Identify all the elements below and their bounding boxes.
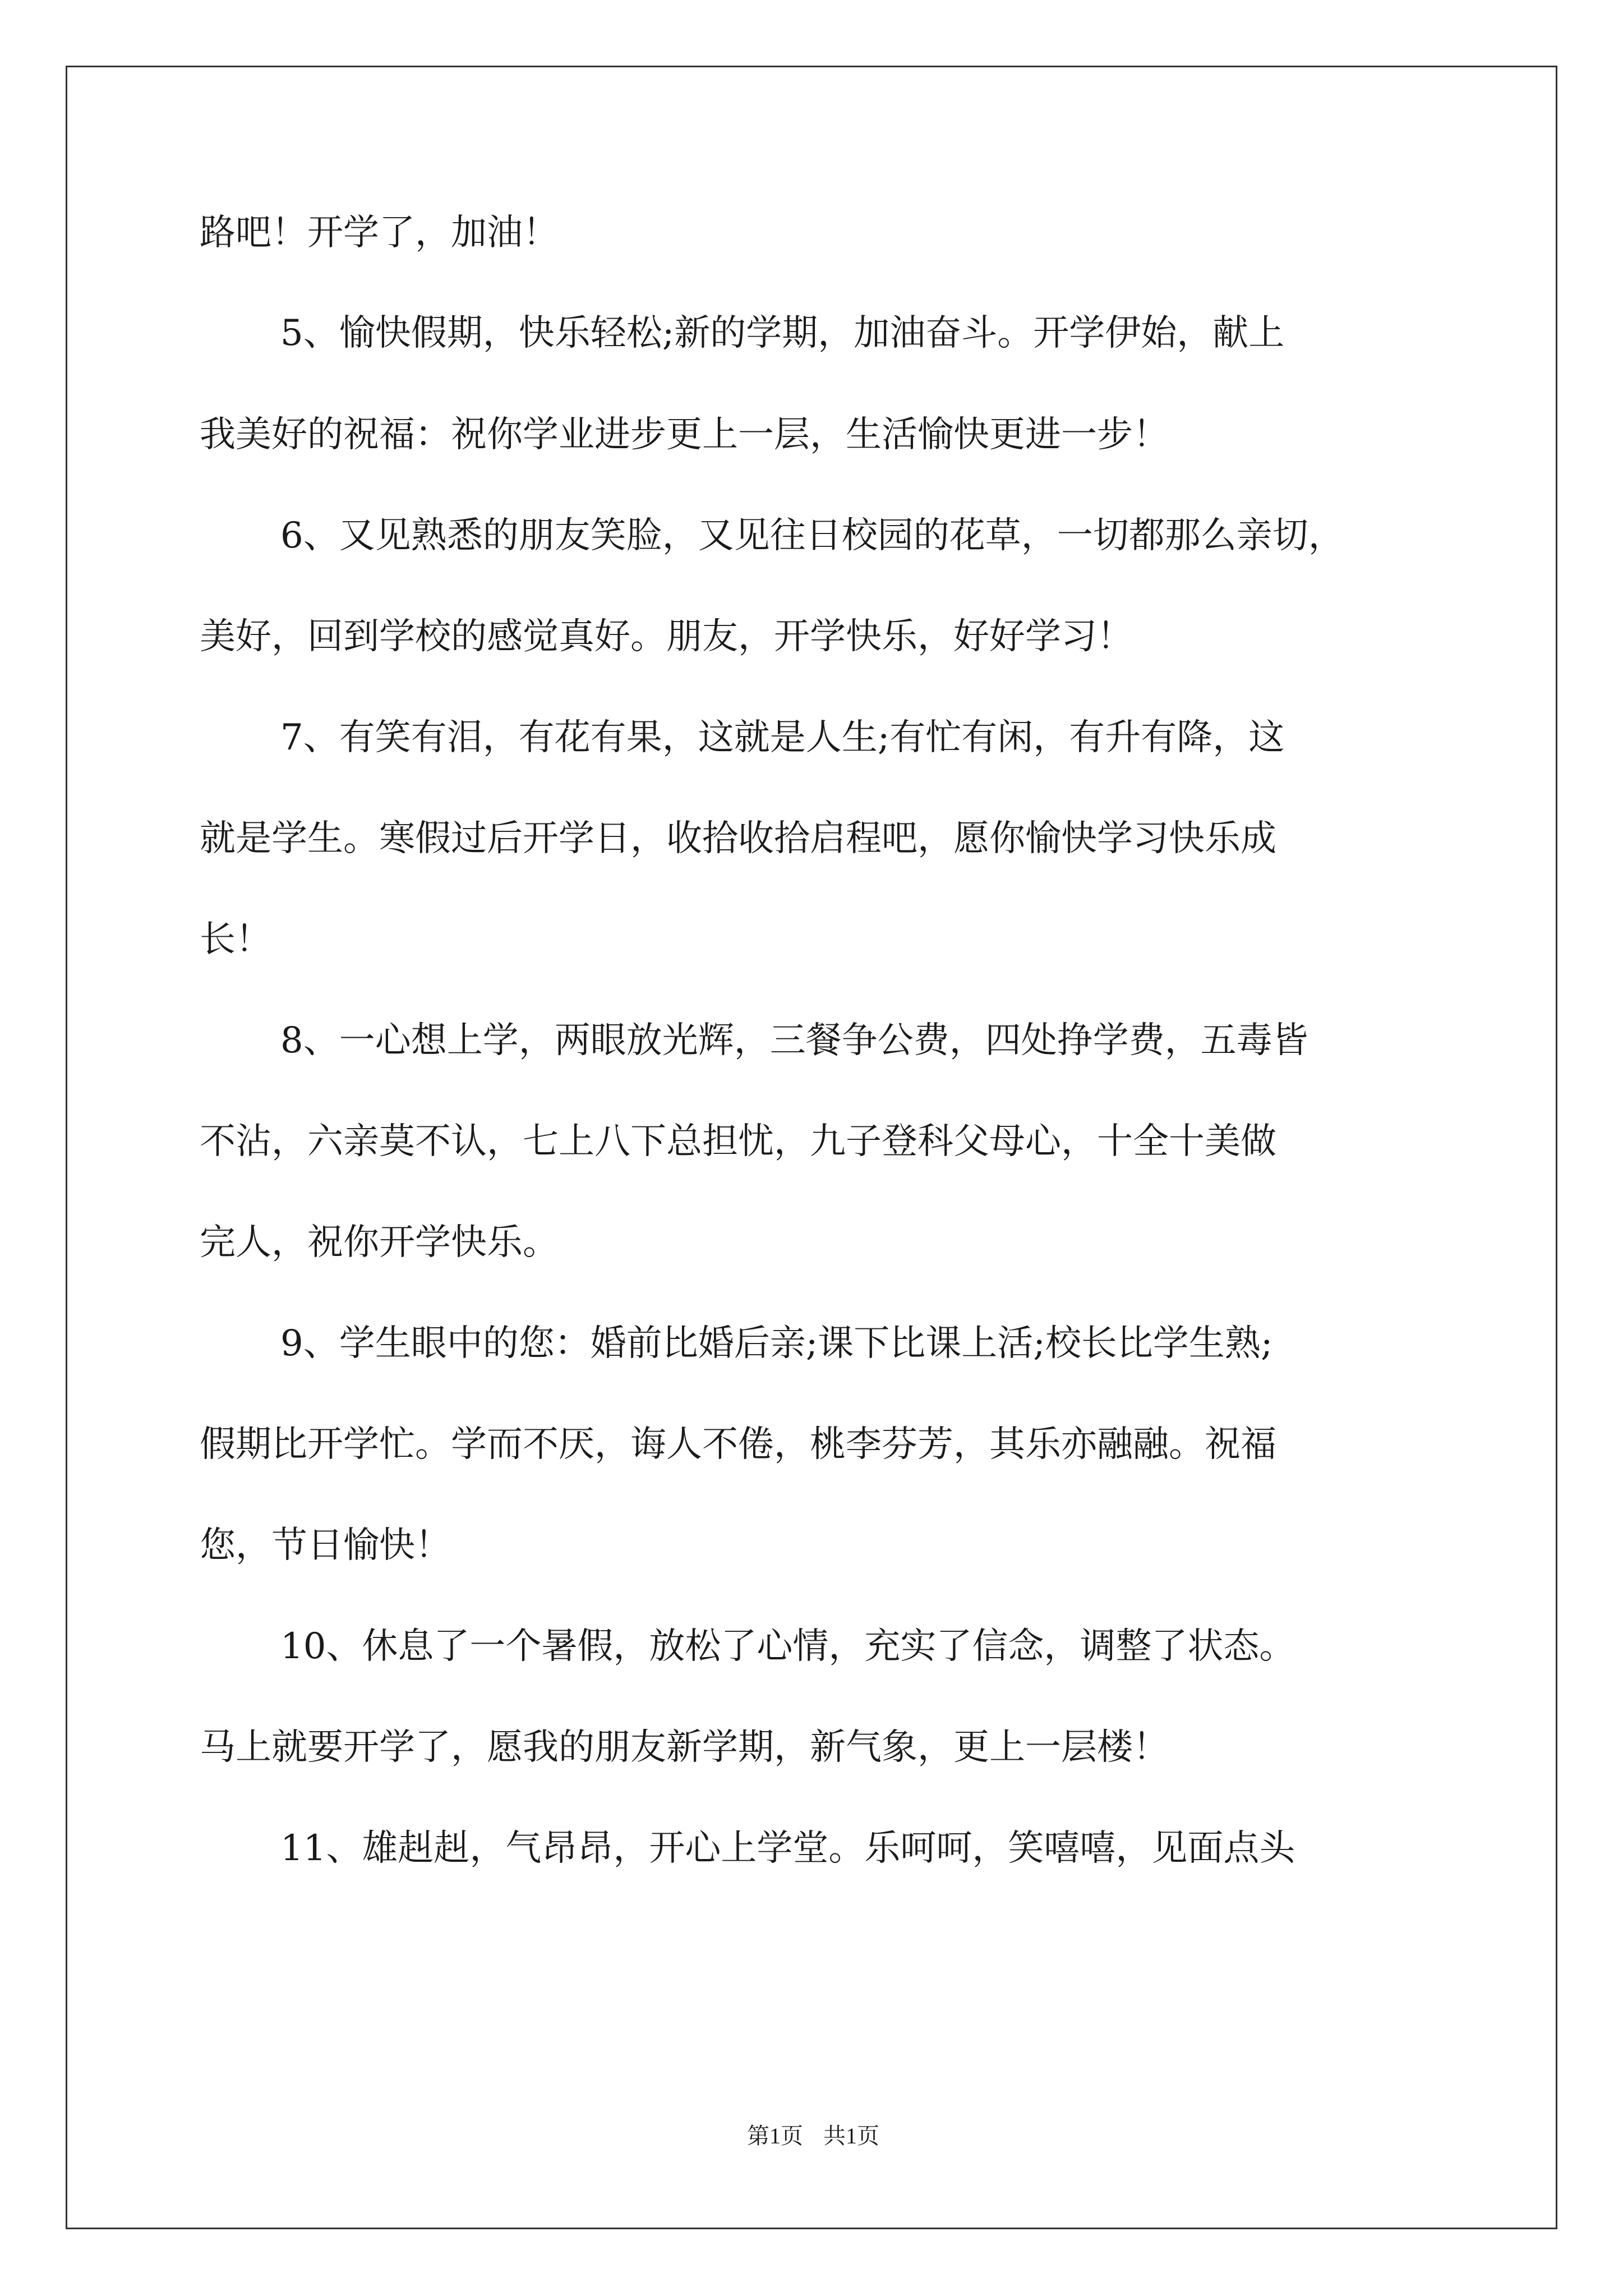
text-line-16: 马上就要开学了，愿我的朋友新学期，新气象，更上一层楼！ xyxy=(200,1727,1169,1768)
page-footer xyxy=(729,2119,897,2153)
text-line-13: 假期比开学忙。学而不厌，诲人不倦，桃李芬芳，其乐亦融融。祝福 xyxy=(200,1424,1276,1465)
text-line-7: 就是学生。寒假过后开学日，收拾收拾启程吧，愿你愉快学习快乐成 xyxy=(200,818,1276,859)
text-line-12: 9、学生眼中的您：婚前比婚后亲;课下比课上活;校长比学生熟; xyxy=(280,1323,1273,1364)
text-line-2: 5、愉快假期，快乐轻松;新的学期，加油奋斗。开学伊始，献上 xyxy=(280,312,1285,354)
text-line-17: 11、雄赳赳，气昂昂，开心上学堂。乐呵呵，笑嘻嘻，见面点头 xyxy=(280,1828,1295,1869)
text-line-8: 长！ xyxy=(200,919,271,960)
page-total-label: 共1页 xyxy=(823,2123,879,2148)
page-current-label: 第1页 xyxy=(747,2123,803,2148)
text-line-4: 6、又见熟悉的朋友笑脸，又见往日校园的花草，一切都那么亲切， xyxy=(280,515,1344,556)
text-line-11: 完人，祝你开学快乐。 xyxy=(200,1222,559,1263)
text-line-14: 您，节日愉快！ xyxy=(200,1525,451,1566)
text-line-15: 10、休息了一个暑假，放松了心情，充实了信念，调整了状态。 xyxy=(280,1626,1295,1667)
text-line-10: 不沾，六亲莫不认，七上八下总担忧，九子登科父母心，十全十美做 xyxy=(200,1121,1276,1162)
text-line-5: 美好，回到学校的感觉真好。朋友，开学快乐，好好学习！ xyxy=(200,616,1133,657)
text-line-1: 路吧！开学了，加油！ xyxy=(200,212,559,254)
text-line-9: 8、一心想上学，两眼放光辉，三餐争公费，四处挣学费，五毒皆 xyxy=(280,1020,1308,1061)
text-line-3: 我美好的祝福：祝你学业进步更上一层，生活愉快更进一步！ xyxy=(200,414,1169,455)
text-line-6: 7、有笑有泪，有花有果，这就是人生;有忙有闲，有升有降，这 xyxy=(280,717,1285,758)
